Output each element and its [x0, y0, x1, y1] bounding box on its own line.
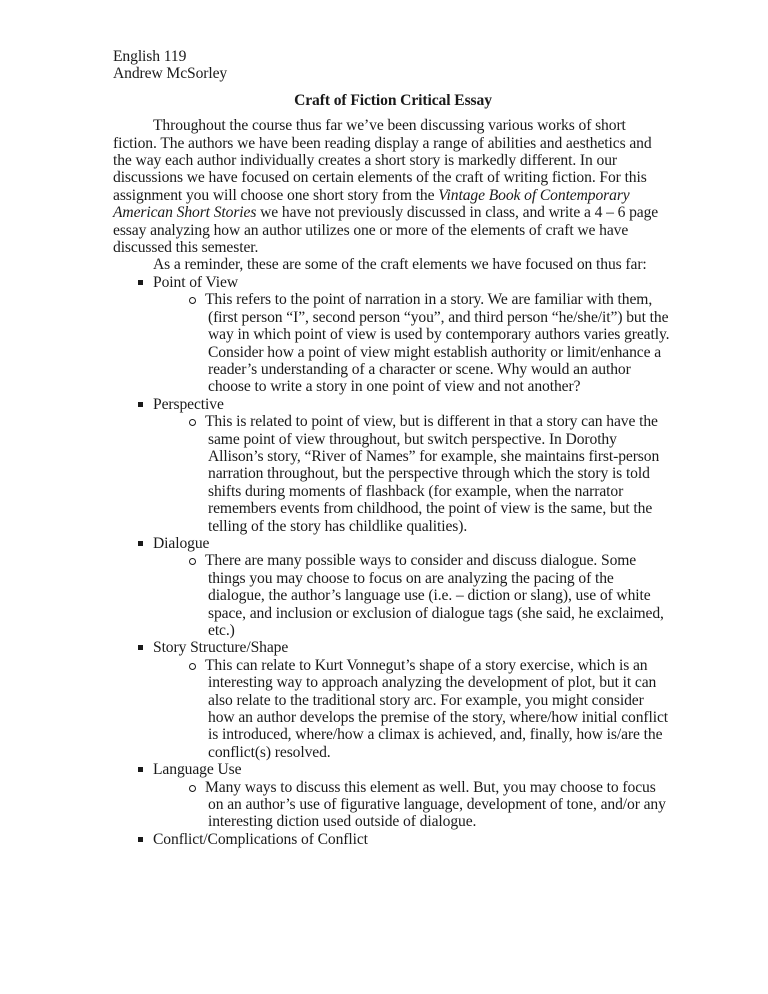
- square-bullet-icon: [138, 541, 143, 546]
- element-description: This is related to point of view, but is different in that a story can have the same point of view throughout, but switch perspective. In Dorothy Allison’s story, “River of Names” for example, she maintains first-person narration throughout, but the perspective through which the story is told shifts during moments of flashback (for example, when the narrator remembers events from childhood, the point of view is the same, but the telling of the story has childlike qualities).: [205, 413, 660, 535]
- list-item-conflict: [113, 831, 673, 848]
- list-item-point-of-view: [113, 274, 673, 396]
- sub-list: [153, 291, 673, 395]
- book-title: Vintage Book of Contemporary American Short Stories: [113, 186, 630, 222]
- element-description: This can relate to Kurt Vonnegut’s shape of a story exercise, which is an interesting way to approach analyzing the development of plot, but it can also relate to the traditional story arc. For example, you might consider how an author develops the premise of the story, where/how initial conflict is introduced, where/how a climax is achieved, and, finally, how is/are the conflict(s) resolved.: [205, 656, 669, 761]
- circle-bullet-icon: [189, 297, 196, 304]
- intro-text-2: we have not previously discussed in class, and write a 4 – 6 page essay analyzing how an author utilizes one or more of the elements of craft we have discussed this semester.: [113, 204, 659, 257]
- craft-elements-list: [113, 274, 673, 848]
- element-description: There are many possible ways to consider and discuss dialogue. Some things you may choose to focus on are analyzing the pacing of the dialogue, the author’s language use (i.e. – diction or slang), use of white space, and inclusion or exclusion of dialogue tags (she said, he exclaimed, etc.): [205, 552, 664, 639]
- circle-bullet-icon: [189, 419, 196, 426]
- intro-paragraph: [113, 117, 673, 256]
- list-item-story-structure: [113, 639, 673, 761]
- sub-list: [153, 657, 673, 761]
- document-page: [113, 48, 673, 848]
- circle-bullet-icon: [189, 558, 196, 565]
- element-label: Language Use: [153, 761, 242, 779]
- element-label: Point of View: [153, 273, 238, 291]
- square-bullet-icon: [138, 280, 143, 285]
- sub-list-item: [153, 413, 673, 535]
- sub-list: [153, 413, 673, 535]
- element-description: This refers to the point of narration in a story. We are familiar with them, (first person “I”, second person “you”, and third person “he/she/it”) but the way in which point of view is used by contemporary authors varies greatly. Consider how a point of view might establish authority or limit/enhance a reader’s understanding of a character or scene. Why would an author choose to write a story in one point of view and not another?: [205, 291, 670, 396]
- document-title: Craft of Fiction Critical Essay: [294, 91, 492, 109]
- element-label: Story Structure/Shape: [153, 639, 289, 657]
- course-name: English 119: [113, 48, 187, 65]
- square-bullet-icon: [138, 837, 143, 842]
- square-bullet-icon: [138, 767, 143, 772]
- sub-list-item: [153, 657, 673, 761]
- sub-list-item: [153, 291, 673, 395]
- list-item-perspective: [113, 396, 673, 535]
- element-label: Dialogue: [153, 534, 210, 552]
- list-item-language-use: [113, 761, 673, 831]
- sub-list-item: [153, 779, 673, 831]
- element-label: Conflict/Complications of Conflict: [153, 830, 368, 848]
- sub-list: [153, 552, 673, 639]
- circle-bullet-icon: [189, 785, 196, 792]
- square-bullet-icon: [138, 645, 143, 650]
- sub-list: [153, 779, 673, 831]
- circle-bullet-icon: [189, 663, 196, 670]
- reminder-paragraph: As a reminder, these are some of the craft elements we have focused on thus far:: [153, 256, 647, 274]
- instructor-name: Andrew McSorley: [113, 65, 228, 83]
- list-item-dialogue: [113, 535, 673, 639]
- element-label: Perspective: [153, 395, 224, 413]
- sub-list-item: [153, 552, 673, 639]
- square-bullet-icon: [138, 402, 143, 407]
- intro-text-1: Throughout the course thus far we’ve been discussing various works of short fiction. The authors we have been reading display a range of abilities and aesthetics and the way each author individually creates a short story is markedly different. In our discussions we have focused on certain elements of the craft of writing fiction. For this assignment you will choose one short story from the: [113, 117, 652, 204]
- element-description: Many ways to discuss this element as well. But, you may choose to focus on an author’s use of figurative language, development of tone, and/or any interesting diction used outside of dialogue.: [205, 778, 666, 831]
